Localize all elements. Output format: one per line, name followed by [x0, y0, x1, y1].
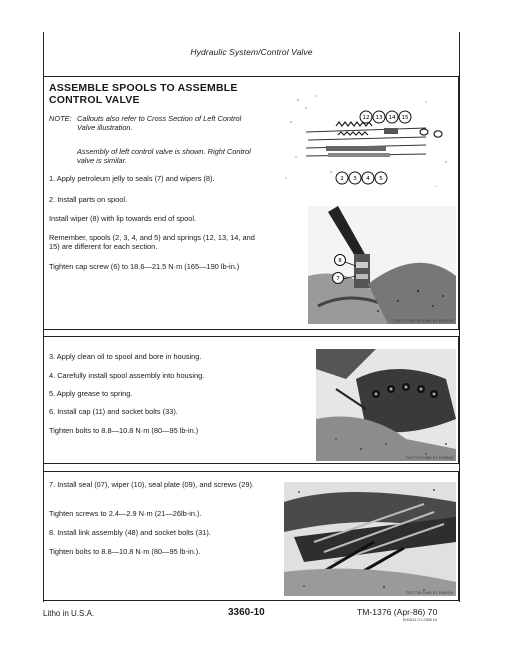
callout-12: 12 — [362, 115, 370, 121]
procedure-heading — [49, 82, 238, 106]
callout-13: 13 — [375, 115, 383, 121]
callouts-bottom — [336, 172, 387, 184]
page-frame-right — [459, 32, 460, 602]
assembly-panel-1 — [43, 76, 459, 330]
note-label: NOTE: — [49, 114, 72, 123]
assembly-panel-3 — [43, 471, 459, 601]
step-8-detail: Tighten bolts to 8.8—10.8 N·m (80—95 lb-in.). — [49, 547, 201, 556]
callout-4: 4 — [366, 176, 370, 182]
document-subcode: R41812 C1 2356 10 — [403, 618, 437, 622]
step-8: 8. Install link assembly (48) and socket bolts (31). — [49, 528, 211, 537]
heading-line-2: CONTROL VALVE — [49, 94, 140, 107]
step-2-detail-2: Remember, spools (2, 3, 4, and 5) and springs (12, 13, 14, and 15) are different for each section. — [49, 233, 255, 252]
step-3: 3. Apply clean oil to spool and bore in housing. — [49, 352, 202, 361]
page-number: 3360-10 — [228, 607, 265, 618]
note-block — [49, 114, 259, 133]
heading-line-1: ASSEMBLE SPOOLS TO ASSEMBLE — [49, 82, 238, 94]
photo-caption-2: T42772A 1980 E1 DV6026 — [405, 456, 453, 460]
document-number: TM-1376 (Apr-86) 70 — [357, 607, 438, 617]
note-text: Callouts also refer to Cross Section of Left Control Valve illustration. — [77, 114, 242, 133]
callout-14: 14 — [388, 115, 396, 121]
step-1: 1. Apply petroleum jelly to seals (7) and wipers (8). — [49, 174, 215, 183]
step-5: 5. Apply grease to spring. — [49, 389, 133, 398]
callout-2: 2 — [340, 176, 344, 182]
callout-3: 3 — [353, 176, 357, 182]
step-7-detail: Tighten screws to 2.4—2.9 N·m (21—26lb-in.). — [49, 509, 202, 518]
photo-caption-3: T42773A 1980 E1 DV6026 — [405, 591, 453, 595]
spool-parts-photo — [276, 82, 456, 194]
step-4: 4. Carefully install spool assembly into housing. — [49, 371, 205, 380]
step-2: 2. Install parts on spool. — [49, 195, 128, 204]
housing-install-photo — [316, 349, 456, 461]
step-6: 6. Install cap (11) and socket bolts (33). — [49, 407, 178, 416]
callout-8: 8 — [338, 258, 342, 264]
photo-caption-1: T42770 T42754 1980 E1 DV6026 — [393, 319, 453, 323]
spool-install-photo — [308, 206, 456, 324]
footer-litho: Litho in U.S.A. — [43, 609, 95, 618]
step-2-detail-3: Tighten cap screw (6) to 18.6—21.5 N·m (165—190 lb-in.) — [49, 262, 240, 271]
section-title: Hydraulic System/Control Valve — [190, 47, 313, 57]
callouts-top — [360, 111, 411, 123]
step-6-detail: Tighten bolts to 8.8—10.8 N·m (80—95 lb-in.) — [49, 426, 199, 435]
note-text-2: Assembly of left control valve is shown. Right Control valve is similar. — [77, 147, 251, 166]
step-7: 7. Install seal (07), wiper (10), seal plate (09), and screws (29). — [49, 480, 254, 489]
link-assembly-photo — [284, 482, 456, 596]
callout-7: 7 — [336, 276, 340, 282]
callout-5: 5 — [379, 176, 383, 182]
callout-15: 15 — [401, 115, 409, 121]
step-2-detail-1: Install wiper (8) with lip towards end of spool. — [49, 214, 197, 223]
assembly-panel-2 — [43, 336, 459, 464]
